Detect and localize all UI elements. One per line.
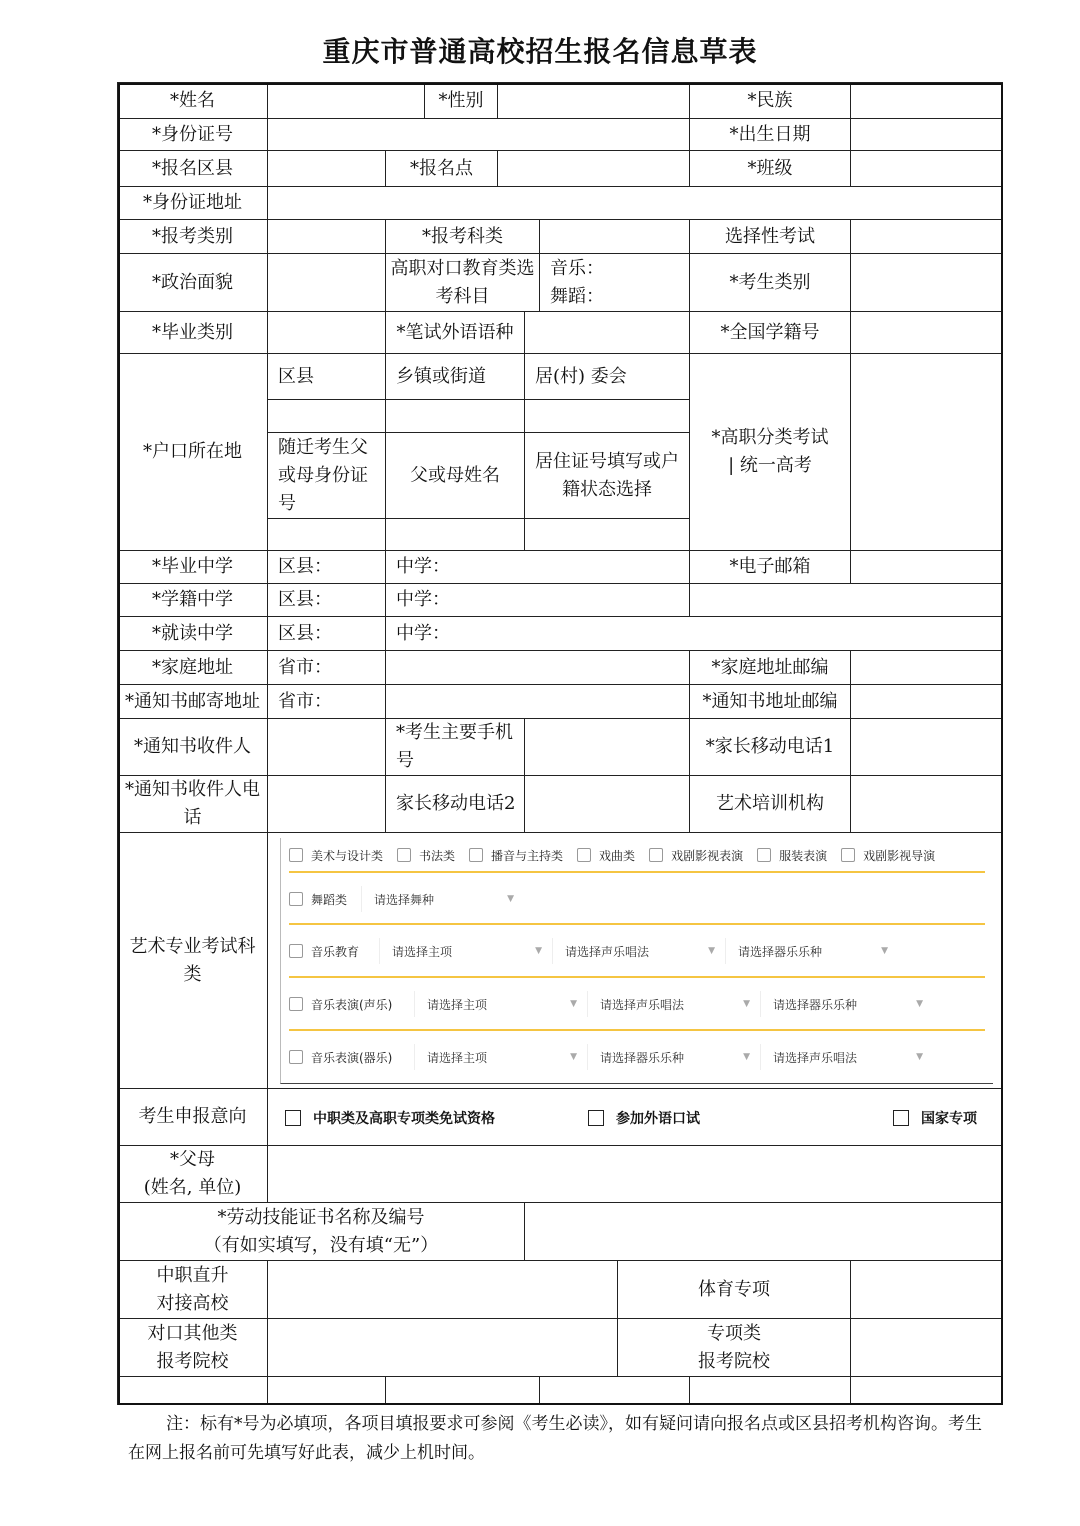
label-email: *电子邮箱 (689, 550, 851, 584)
art-select[interactable] (760, 1044, 933, 1070)
label-hk-district: 区县 (267, 353, 386, 400)
select-value: 请选择主项 (427, 997, 488, 1012)
checkbox[interactable] (289, 997, 303, 1011)
hk-village-field[interactable] (524, 399, 690, 433)
label-site: *报名点 (385, 150, 498, 187)
home-zip-field[interactable] (850, 650, 1003, 685)
hk-town-field[interactable] (385, 399, 525, 433)
select-value: 请选择主项 (427, 1050, 488, 1065)
label-hk-village: 居(村) 委会 (524, 353, 690, 400)
recipient-phone-field[interactable] (267, 775, 386, 833)
page-title: 重庆市普通高校招生报名信息草表 (322, 35, 758, 68)
label-hk-parent-name: 父或母姓名 (385, 432, 525, 519)
select-value: 请选择器乐乐种 (738, 944, 823, 959)
chevron-down-icon: ▼ (570, 999, 577, 1009)
art-option[interactable] (649, 847, 743, 864)
label-elective-exam: 选择性考试 (689, 219, 851, 254)
select-value: 请选择器乐乐种 (600, 1050, 685, 1065)
checkbox[interactable] (588, 1110, 604, 1126)
option-label: 音乐表演(声乐) (311, 997, 393, 1012)
recipient-field[interactable] (267, 718, 386, 776)
chevron-down-icon: ▼ (570, 1052, 577, 1062)
checkbox[interactable] (577, 848, 591, 862)
hk-district-field[interactable] (267, 399, 386, 433)
art-option-music_inst[interactable] (289, 1049, 392, 1066)
select-value: 请选择声乐唱法 (565, 944, 650, 959)
label-parents: *父母 (姓名, 单位) (117, 1145, 268, 1203)
option-label: 中职类及高职专项类免试资格 (313, 1111, 495, 1127)
parent-phone2-field[interactable] (524, 775, 690, 833)
hk-parent-id-field[interactable] (267, 518, 386, 551)
birth-date-field[interactable] (850, 118, 1003, 151)
home-address-field[interactable] (385, 650, 690, 685)
cur-school-field[interactable]: 中学： (385, 616, 1003, 651)
art-select[interactable] (725, 938, 898, 964)
cur-county-field[interactable]: 区县： (267, 616, 386, 651)
grad-county-field[interactable]: 区县： (267, 550, 386, 584)
label-district: *报名区县 (117, 150, 268, 187)
label-exam-category: *报考类别 (117, 219, 268, 254)
art-select[interactable] (414, 1044, 587, 1070)
art-option[interactable] (469, 847, 563, 864)
label-candidate-type: *考生类别 (689, 253, 851, 312)
mail-address-field[interactable] (385, 684, 690, 719)
label-recipient-phone: *通知书收件人电话 (117, 775, 268, 833)
chevron-down-icon: ▼ (916, 1052, 923, 1062)
sports-field[interactable] (850, 1260, 1003, 1319)
label-ethnicity: *民族 (689, 82, 851, 119)
option-label: 舞蹈类 (311, 892, 348, 907)
art-option[interactable] (757, 847, 827, 864)
checkbox[interactable] (289, 892, 303, 906)
direct-college-field[interactable] (267, 1260, 618, 1319)
checkbox[interactable] (893, 1110, 909, 1126)
option-label: 音乐教育 (311, 944, 360, 959)
art-option[interactable] (289, 847, 383, 864)
checkbox[interactable] (841, 848, 855, 862)
option-label: 戏曲类 (599, 848, 636, 863)
grad-type-field[interactable] (267, 311, 386, 354)
chevron-down-icon: ▼ (743, 999, 750, 1009)
label-id-address: *身份证地址 (117, 186, 268, 220)
label-hk-residence: 居住证号填写或户籍状态选择 (524, 432, 690, 519)
option-label: 戏剧影视表演 (671, 848, 744, 863)
label-recipient: *通知书收件人 (117, 718, 268, 776)
option-label: 播音与主持类 (491, 848, 564, 863)
other-colleges-field[interactable] (267, 1318, 618, 1377)
music-dance-field[interactable]: 音乐： 舞蹈： (539, 253, 690, 312)
name-field[interactable] (267, 82, 425, 119)
chevron-down-icon: ▼ (535, 946, 542, 956)
class-field[interactable] (850, 150, 1003, 187)
select-value: 请选择主项 (392, 944, 453, 959)
district-field[interactable] (267, 150, 386, 187)
parents-field[interactable] (267, 1145, 1003, 1203)
label-id-number: *身份证号 (117, 118, 268, 151)
footnote: 注：标有*号为必填项，各项目填报要求可参阅《考生必读》，如有疑问请向报名点或区县招考机构咨询。考生在网上报名前可先填写好此表，减少上机时间。 (128, 1414, 982, 1463)
label-exam-type: *高职分类考试 | 统一高考 (689, 353, 851, 551)
label-cur-school: *就读中学 (117, 616, 268, 651)
mail-province-field[interactable]: 省市： (267, 684, 386, 719)
label-subject-category: *报考科类 (385, 219, 540, 254)
art-select[interactable] (379, 938, 552, 964)
label-main-phone: *考生主要手机号 (385, 718, 525, 776)
foreign-lang-field[interactable] (524, 311, 690, 354)
label-labor-cert: *劳动技能证书名称及编号 （有如实填写，没有填“无”） (117, 1202, 525, 1261)
label-home-zip: *家庭地址邮编 (689, 650, 851, 685)
label-name: *姓名 (117, 82, 268, 119)
art-option-music_vocal[interactable] (289, 996, 392, 1013)
intent-option-oral-test[interactable] (588, 1108, 700, 1128)
intent-option-exemption[interactable] (285, 1108, 495, 1128)
elective-exam-field[interactable] (850, 219, 1003, 254)
option-label: 美术与设计类 (311, 848, 384, 863)
label-vocational-subjects: 高职对口教育类选考科目 (385, 253, 540, 312)
checkbox[interactable] (757, 848, 771, 862)
art-select[interactable] (552, 938, 725, 964)
id-address-field[interactable] (267, 186, 1003, 220)
parent-phone1-field[interactable] (850, 718, 1003, 776)
select-value: 请选择器乐乐种 (773, 997, 858, 1012)
blank-field[interactable] (850, 1376, 1003, 1405)
option-label: 书法类 (419, 848, 456, 863)
label-political: *政治面貌 (117, 253, 268, 312)
blank-field[interactable] (539, 1376, 690, 1405)
intent-option-national[interactable] (893, 1108, 977, 1128)
art-select[interactable] (760, 991, 933, 1017)
label-direct-college: 中职直升 对接高校 (117, 1260, 268, 1319)
label-hk-town: 乡镇或街道 (385, 353, 525, 400)
label-student-no: *全国学籍号 (689, 311, 851, 354)
select-value: 请选择声乐唱法 (773, 1050, 858, 1065)
chevron-down-icon: ▼ (507, 894, 515, 904)
chevron-down-icon: ▼ (916, 999, 923, 1009)
option-label: 参加外语口试 (616, 1111, 700, 1127)
label-home-address: *家庭地址 (117, 650, 268, 685)
reg-extra-field[interactable] (689, 583, 1003, 617)
label-hk-parent-id: 随迁考生父或母身份证号 (267, 432, 386, 519)
checkbox[interactable] (289, 848, 303, 862)
id-number-field[interactable] (267, 118, 690, 151)
label-grad-type: *毕业类别 (117, 311, 268, 354)
reg-county-field[interactable]: 区县： (267, 583, 386, 617)
label-birth-date: *出生日期 (689, 118, 851, 151)
checkbox[interactable] (469, 848, 483, 862)
email-field[interactable] (850, 550, 1003, 584)
label-parent-phone2: 家长移动电话2 (385, 775, 525, 833)
art-select[interactable] (587, 1044, 760, 1070)
label-foreign-lang: *笔试外语语种 (385, 311, 525, 354)
blank-field[interactable] (117, 1376, 268, 1405)
subject-category-field[interactable] (539, 219, 690, 254)
chevron-down-icon: ▼ (881, 946, 888, 956)
label-hukou: *户口所在地 (117, 353, 268, 551)
exam-category-field[interactable] (267, 219, 386, 254)
chevron-down-icon: ▼ (708, 946, 715, 956)
label-grad-school: *毕业中学 (117, 550, 268, 584)
chevron-down-icon: ▼ (743, 1052, 750, 1062)
art-option[interactable] (397, 847, 455, 864)
art-option[interactable] (841, 847, 935, 864)
label-other-colleges: 对口其他类 报考院校 (117, 1318, 268, 1377)
label-gender: *性别 (424, 82, 498, 119)
grad-school-field[interactable]: 中学： (385, 550, 690, 584)
label-mail-address: *通知书邮寄地址 (117, 684, 268, 719)
label-reg-school: *学籍中学 (117, 583, 268, 617)
select-value: 请选择声乐唱法 (600, 997, 685, 1012)
blank-field[interactable] (385, 1376, 540, 1405)
labor-cert-field[interactable] (524, 1202, 1003, 1261)
mail-zip-field[interactable] (850, 684, 1003, 719)
hk-parent-name-field[interactable] (385, 518, 525, 551)
checkbox[interactable] (289, 944, 303, 958)
label-intent: 考生申报意向 (117, 1088, 268, 1146)
checkbox[interactable] (649, 848, 663, 862)
art-select[interactable] (414, 991, 587, 1017)
option-label: 国家专项 (921, 1111, 977, 1127)
home-province-field[interactable]: 省市： (267, 650, 386, 685)
label-special-colleges: 专项类 报考院校 (617, 1318, 851, 1377)
political-field[interactable] (267, 253, 386, 312)
label-parent-phone1: *家长移动电话1 (689, 718, 851, 776)
option-label: 服装表演 (779, 848, 828, 863)
hk-residence-field[interactable] (524, 518, 690, 551)
student-no-field[interactable] (850, 311, 1003, 354)
gender-field[interactable] (497, 82, 690, 119)
label-art-training: 艺术培训机构 (689, 775, 851, 833)
blank-field[interactable] (267, 1376, 386, 1405)
label-art-exam: 艺术专业考试科类 (117, 832, 268, 1089)
candidate-type-field[interactable] (850, 253, 1003, 312)
select-value: 请选择舞种 (374, 892, 435, 907)
label-sports: 体育专项 (617, 1260, 851, 1319)
special-colleges-field[interactable] (850, 1318, 1003, 1377)
art-select[interactable] (587, 991, 760, 1017)
checkbox[interactable] (289, 1050, 303, 1064)
art-training-field[interactable] (850, 775, 1003, 833)
checkbox[interactable] (397, 848, 411, 862)
label-class: *班级 (689, 150, 851, 187)
dance-select[interactable] (361, 886, 524, 912)
reg-school-field[interactable]: 中学： (385, 583, 690, 617)
art-option-music_edu[interactable] (289, 943, 359, 960)
art-option[interactable] (577, 847, 635, 864)
art-subject-panel (280, 838, 993, 1084)
site-field[interactable] (497, 150, 690, 187)
main-phone-field[interactable] (524, 718, 690, 776)
ethnicity-field[interactable] (850, 82, 1003, 119)
option-label: 音乐表演(器乐) (311, 1050, 393, 1065)
blank-field[interactable] (689, 1376, 851, 1405)
option-label: 戏剧影视导演 (863, 848, 936, 863)
checkbox[interactable] (285, 1110, 301, 1126)
exam-type-field[interactable] (850, 353, 1003, 551)
label-mail-zip: *通知书地址邮编 (689, 684, 851, 719)
art-option-dance[interactable] (289, 891, 347, 908)
